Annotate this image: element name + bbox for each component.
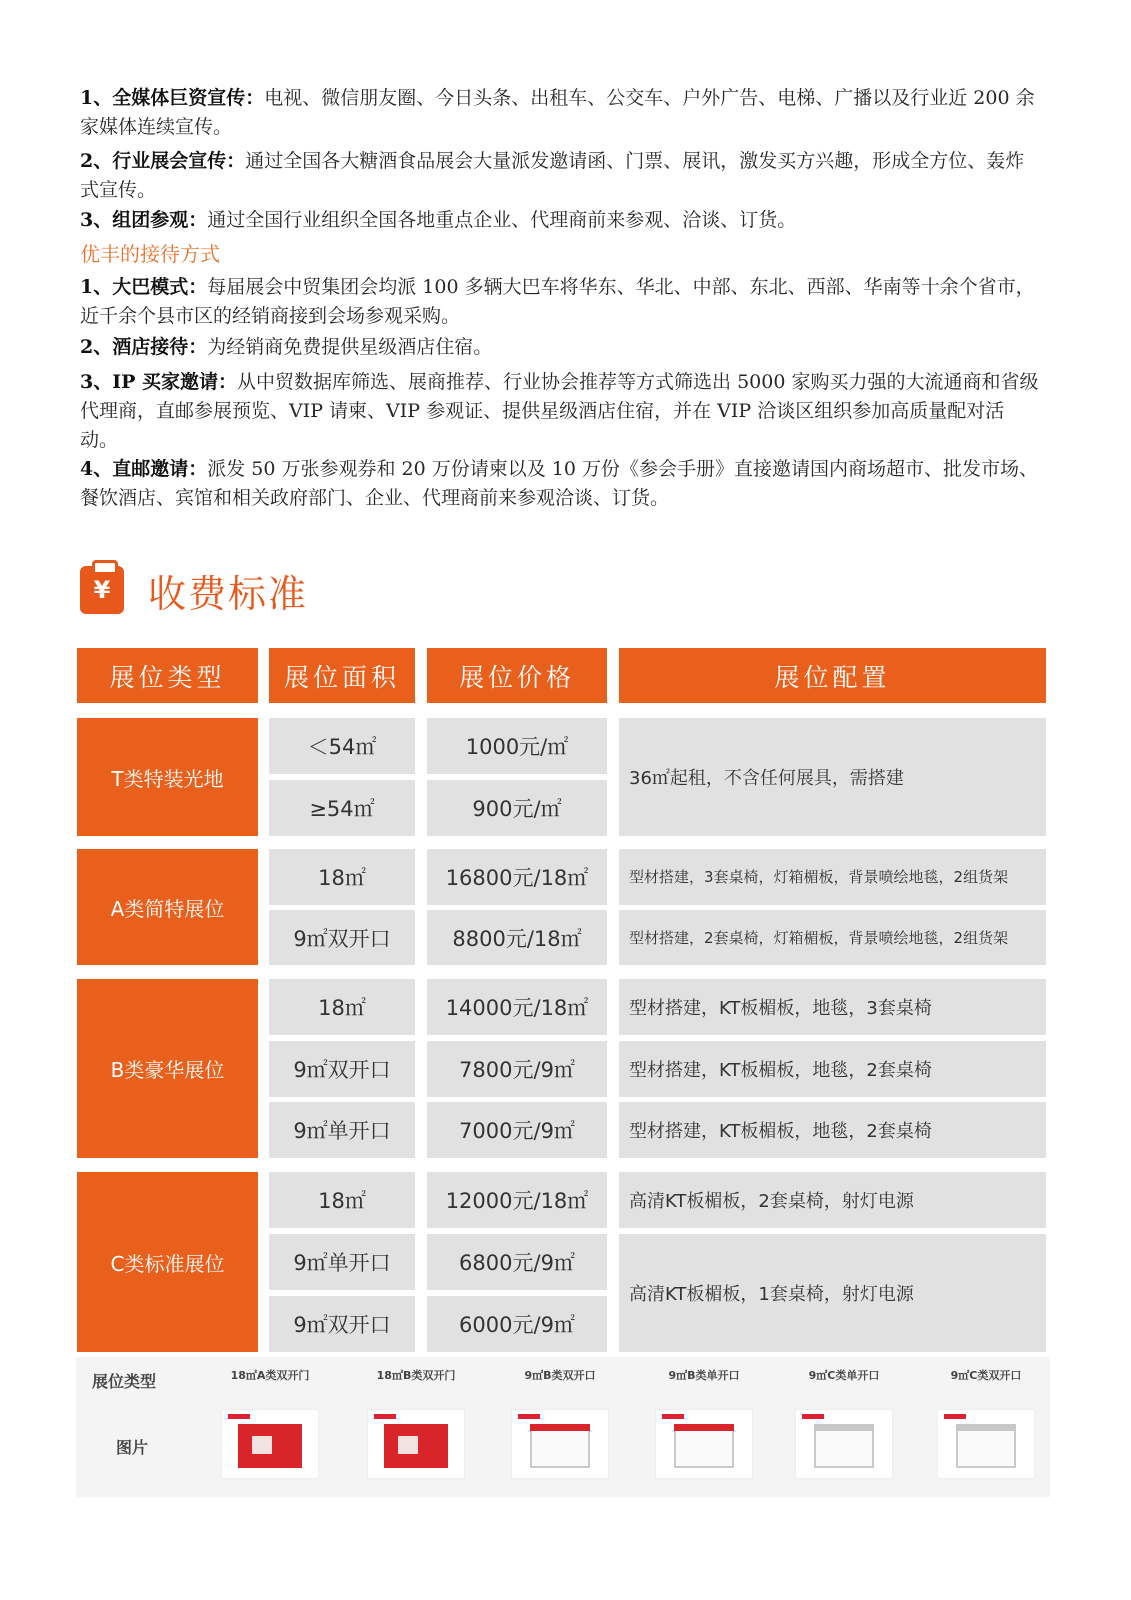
col-header-area: 展位面积 bbox=[269, 648, 415, 703]
booth-price: 1000元/㎡ bbox=[427, 718, 607, 774]
booth-area: 18㎡ bbox=[269, 979, 415, 1035]
gallery-image-label: 图片 bbox=[116, 1438, 149, 1457]
booth-area: 9㎡双开口 bbox=[269, 1041, 415, 1097]
gallery-item: 9㎡C类单开口 bbox=[784, 1367, 904, 1479]
gallery-item: 9㎡B类单开口 bbox=[644, 1367, 764, 1479]
booth-type-a: A类简特展位 bbox=[77, 849, 258, 965]
booth-type-c: C类标准展位 bbox=[77, 1172, 258, 1352]
promo-item-1 bbox=[80, 84, 1040, 142]
booth-config: 36㎡起租，不含任何展具，需搭建 bbox=[619, 718, 1046, 836]
col-header-price: 展位价格 bbox=[427, 648, 607, 703]
gallery-item: 9㎡B类双开口 bbox=[500, 1367, 620, 1479]
booth-area: 9㎡单开口 bbox=[269, 1102, 415, 1158]
booth-config: 型材搭建，KT板楣板，地毯，3套桌椅 bbox=[619, 979, 1046, 1035]
booth-price: 8800元/18㎡ bbox=[427, 910, 607, 965]
booth-price: 7800元/9㎡ bbox=[427, 1041, 607, 1097]
booth-config: 型材搭建，3套桌椅，灯箱楣板，背景喷绘地毯，2组货架 bbox=[619, 849, 1046, 905]
promo-item-3-text: 通过全国行业组织全国各地重点企业、代理商前来参观、洽谈、订货。 bbox=[207, 209, 797, 231]
booth-price: 16800元/18㎡ bbox=[427, 849, 607, 905]
booth-config: 高清KT板楣板，1套桌椅，射灯电源 bbox=[619, 1234, 1046, 1352]
reception-item-4: 4、直邮邀请：派发 50 万张参观券和 20 万份请柬以及 10 万份《参会手册》直接邀请国内商场超市、批发市场、餐饮酒店、宾馆和相关政府部门、企业、代理商前来参观洽谈、订货。 bbox=[80, 458, 1039, 509]
booth-type-b: B类豪华展位 bbox=[77, 979, 258, 1158]
promo-item-2 bbox=[80, 147, 1040, 205]
booth-area: 9㎡双开口 bbox=[269, 910, 415, 965]
yen-clipboard-icon: ¥ bbox=[80, 566, 124, 614]
booth-image bbox=[795, 1409, 893, 1479]
booth-image bbox=[655, 1409, 753, 1479]
fees-section-title bbox=[80, 565, 308, 615]
booth-config: 高清KT板楣板，2套桌椅，射灯电源 bbox=[619, 1172, 1046, 1228]
promo-item-2-label: 2、行业展会宣传： bbox=[80, 150, 246, 172]
col-header-config: 展位配置 bbox=[619, 648, 1046, 703]
booth-image bbox=[367, 1409, 465, 1479]
booth-image bbox=[937, 1409, 1035, 1479]
booth-area: 18㎡ bbox=[269, 849, 415, 905]
reception-item-2: 2、酒店接待：为经销商免费提供星级酒店住宿。 bbox=[80, 336, 493, 358]
promo-item-2-text: 通过全国各大糖酒食品展会大量派发邀请函、门票、展讯，激发买方兴趣，形成全方位、轰炸式宣传。 bbox=[80, 150, 1025, 201]
booth-config: 型材搭建，KT板楣板，地毯，2套桌椅 bbox=[619, 1041, 1046, 1097]
booth-price: 12000元/18㎡ bbox=[427, 1172, 607, 1228]
booth-config: 型材搭建，2套桌椅，灯箱楣板，背景喷绘地毯，2组货架 bbox=[619, 910, 1046, 965]
booth-area: ≥54㎡ bbox=[269, 780, 415, 836]
gallery-item: 18㎡B类双开门 bbox=[356, 1367, 476, 1479]
booth-price: 6000元/9㎡ bbox=[427, 1296, 607, 1352]
booth-area: 18㎡ bbox=[269, 1172, 415, 1228]
promo-item-1-label: 1、全媒体巨资宣传： bbox=[80, 87, 265, 109]
booth-price: 6800元/9㎡ bbox=[427, 1234, 607, 1290]
reception-item-1: 1、大巴模式：每届展会中贸集团会均派 100 多辆大巴车将华东、华北、中部、东北、西部、华南等十余个省市，近千余个县市区的经销商接到会场参观采购。 bbox=[80, 276, 1035, 327]
booth-area: 9㎡单开口 bbox=[269, 1234, 415, 1290]
gallery-type-label: 展位类型 bbox=[92, 1372, 157, 1391]
booth-image bbox=[221, 1409, 319, 1479]
reception-item-3: 3、IP 买家邀请：从中贸数据库筛选、展商推荐、行业协会推荐等方式筛选出 5000 家购买力强的大流通商和省级代理商，直邮参展预览、VIP 请柬、VIP 参观证、提供星级酒店住宿，并在 VIP 洽谈区组织参加高质量配对活动。 bbox=[80, 371, 1039, 451]
promo-item-3 bbox=[80, 206, 1040, 235]
gallery-item: 9㎡C类双开口 bbox=[926, 1367, 1046, 1479]
booth-gallery bbox=[76, 1357, 1050, 1497]
booth-config: 型材搭建，KT板楣板，地毯，2套桌椅 bbox=[619, 1102, 1046, 1158]
promo-item-3-label: 3、组团参观： bbox=[80, 209, 208, 231]
booth-price: 900元/㎡ bbox=[427, 780, 607, 836]
gallery-item: 18㎡A类双开门 bbox=[210, 1367, 330, 1479]
fees-title: 收费标准 bbox=[148, 571, 309, 616]
promo-item-1-text: 电视、微信朋友圈、今日头条、出租车、公交车、户外广告、电梯、广播以及行业近 200 余家媒体连续宣传。 bbox=[80, 87, 1035, 138]
reception-heading: 优丰的接待方式 bbox=[80, 242, 220, 266]
booth-type-t: T类特装光地 bbox=[77, 718, 258, 836]
booth-price: 14000元/18㎡ bbox=[427, 979, 607, 1035]
booth-area: ＜54㎡ bbox=[269, 718, 415, 774]
booth-image bbox=[511, 1409, 609, 1479]
col-header-type: 展位类型 bbox=[77, 648, 258, 703]
booth-price: 7000元/9㎡ bbox=[427, 1102, 607, 1158]
booth-area: 9㎡双开口 bbox=[269, 1296, 415, 1352]
